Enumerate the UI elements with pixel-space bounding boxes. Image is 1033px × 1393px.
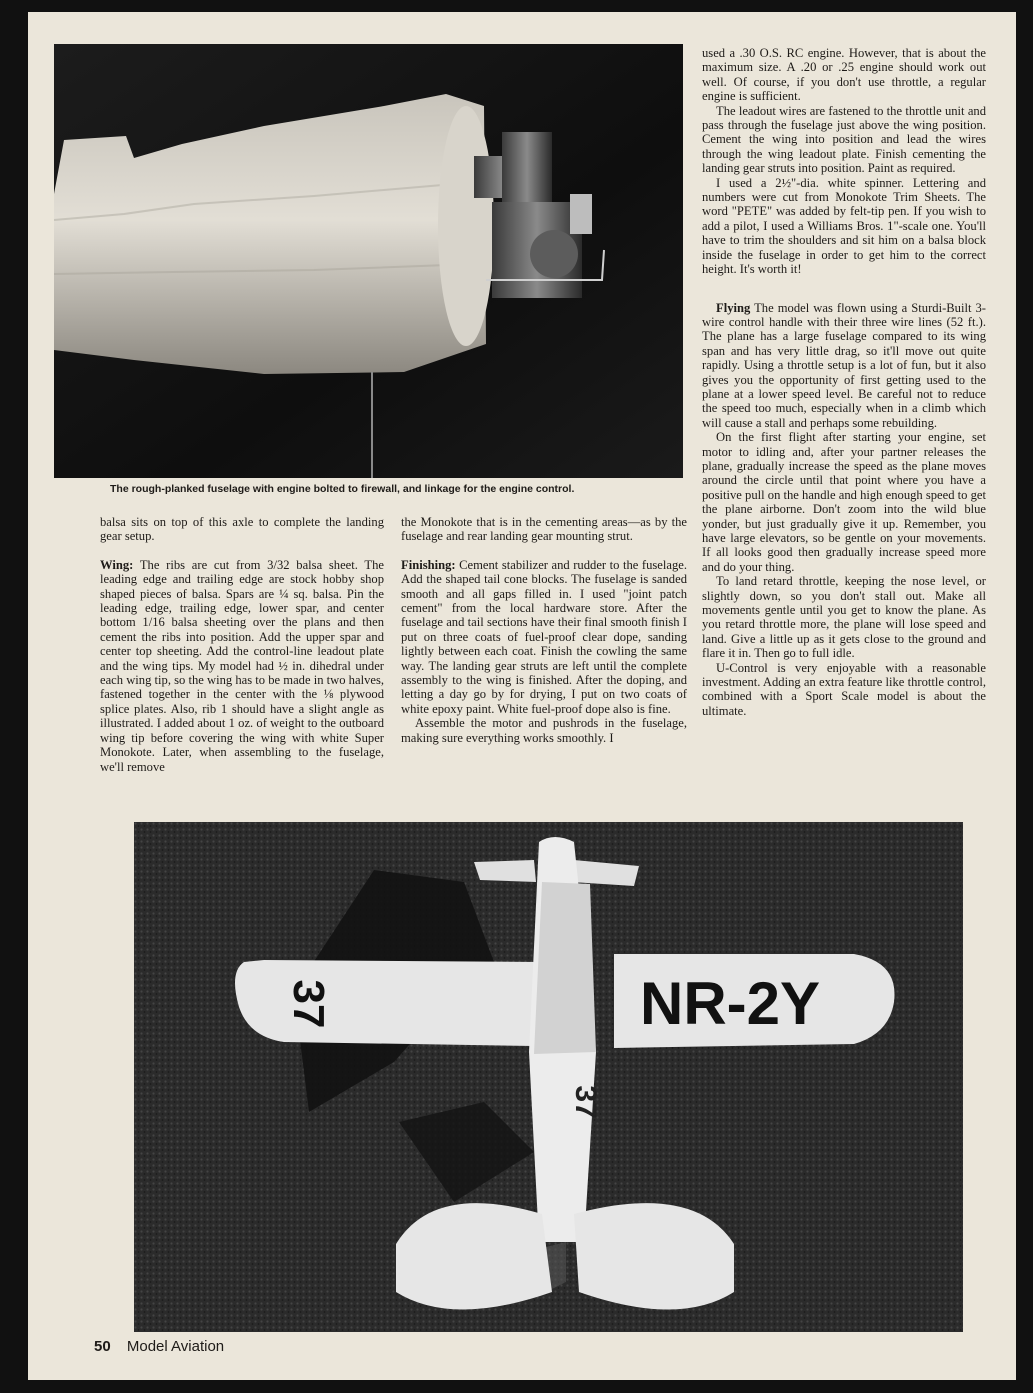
body-paragraph: balsa sits on top of this axle to complete the landing gear setup. — [100, 515, 384, 544]
fuselage-number: 37 — [569, 1085, 602, 1119]
body-paragraph: U-Control is very enjoyable with a reasonable investment. Adding an extra feature like throttle control, combined with a Sport Scale model is about the ultimate. — [702, 660, 986, 718]
body-text: Cement stabilizer and rudder to the fuselage. Add the shaped tail cone blocks. The fuselage is sanded smooth and all gaps filled in. I used "joint patch cement" from the local hardware store. After the fuselage and tail sections have their final smooth finish I put on three coats of fuel-proof clear dope, sanding lightly between each coat. Finish the cowling the same way. The landing gear struts are left until the complete assembly to the wing is finished. After the doping, and letting a day go by for drying, I put on two coats of white epoxy paint. White fuel-proof dope also is fine. — [401, 557, 687, 716]
right-column-top — [702, 46, 986, 718]
fuselage-engine-photo — [54, 44, 683, 478]
section-heading-finishing: Finishing: — [401, 557, 456, 572]
body-paragraph: Assemble the motor and pushrods in the fuselage, making sure everything works smoothly. I — [401, 716, 687, 745]
body-text: The ribs are cut from 3/32 balsa sheet. The leading edge and trailing edge are stock hobby shop shaped pieces of balsa. Spars are ¼ sq. balsa. Pin the leading edge, trailing edge, lower spar, and center bottom 1/16 balsa sheeting over the plans and then cement the ribs into position. Add the upper spar and center top sheeting. Add the control-line leadout plate and the wing tips. My model had ½ in. dihedral under each wing tip, so the wing has to be made in two halves, fastened together in the center with the ⅛ plywood splice plates. Also, rib 1 should have a slight angle as illustrated. I added about 1 oz. of weight to the outboard wing tip before covering the wing with white Super Monokote. Later, when assembling to the fuselage, we'll remove — [100, 557, 384, 774]
flying-section — [702, 301, 986, 431]
wing-section — [100, 558, 384, 774]
body-paragraph: the Monokote that is in the cementing areas—as by the fuselage and rear landing gear mounting strut. — [401, 515, 687, 544]
page-number: 50 — [94, 1338, 111, 1355]
photo-caption: The rough-planked fuselage with engine bolted to firewall, and linkage for the engine control. — [110, 483, 575, 495]
body-paragraph: On the first flight after starting your engine, set motor to idling and, after your partner releases the plane, gradually increase the speed as the plane moves around the circle until that point where you have a positive pull on the handle and high enough speed to get the plane airborne. Don't zoom into the wild blue yonder, but just gradually give it up. Remember, you have large elevators, so be gentle on your movements. If all looks good then gradually increase speed more and do your thing. — [702, 430, 987, 574]
body-paragraph: I used a 2½"-dia. white spinner. Lettering and numbers were cut from Monokote Trim Sheets. The word "PETE" was added by felt-tip pen. If you wish to add a pilot, I used a Williams Bros. 1"-scale one. You'll have to trim the shoulders and sit him on a balsa block inside the fuselage in order to get him to the correct height. It's worth it! — [702, 175, 986, 277]
airplane-photo — [134, 822, 963, 1332]
body-paragraph: To land retard throttle, keeping the nose level, or slightly down, so you don't stall out. Make all movements gentle until you get to know the plane. As you retard throttle more, the plane will lose speed and land. Give a little up as it gets close to the ground and flare it in. Then go to full idle. — [702, 574, 986, 661]
middle-column — [401, 515, 687, 745]
body-text: The model was flown using a Sturdi-Built 3-wire control handle with their three wire lines (52 ft.). The plane has a large fuselage compared to its wing span and has very little drag, so it'll move out quite rapidly. Using a throttle setup is a lot of fun, but it also gives you the opportunity of first getting used to the plane at a lower speed level. Be careful not to reduce the speed too much, especially when in a climb which will cause a stall and perhaps some rebuilding. — [702, 300, 986, 430]
section-heading-flying: Flying — [716, 300, 751, 315]
section-heading-wing: Wing: — [100, 557, 134, 572]
page-footer — [94, 1338, 224, 1355]
body-paragraph: used a .30 O.S. RC engine. However, that is about the maximum size. A .20 or .25 engine should work out well. Of course, if you don't use throttle, a regular engine is sufficient. — [702, 46, 986, 104]
body-paragraph: The leadout wires are fastened to the throttle unit and pass through the fuselage just above the wing position. Cement the wing into position and lead the wires through the wing leadout plate. Finish cementing the landing gear struts into position. Paint as required. — [702, 103, 986, 176]
magazine-name: Model Aviation — [126, 1338, 225, 1355]
finishing-section — [401, 558, 687, 716]
wing-registration: NR-2Y — [639, 970, 821, 1037]
wing-number: 37 — [284, 979, 333, 1029]
left-column — [100, 515, 384, 774]
